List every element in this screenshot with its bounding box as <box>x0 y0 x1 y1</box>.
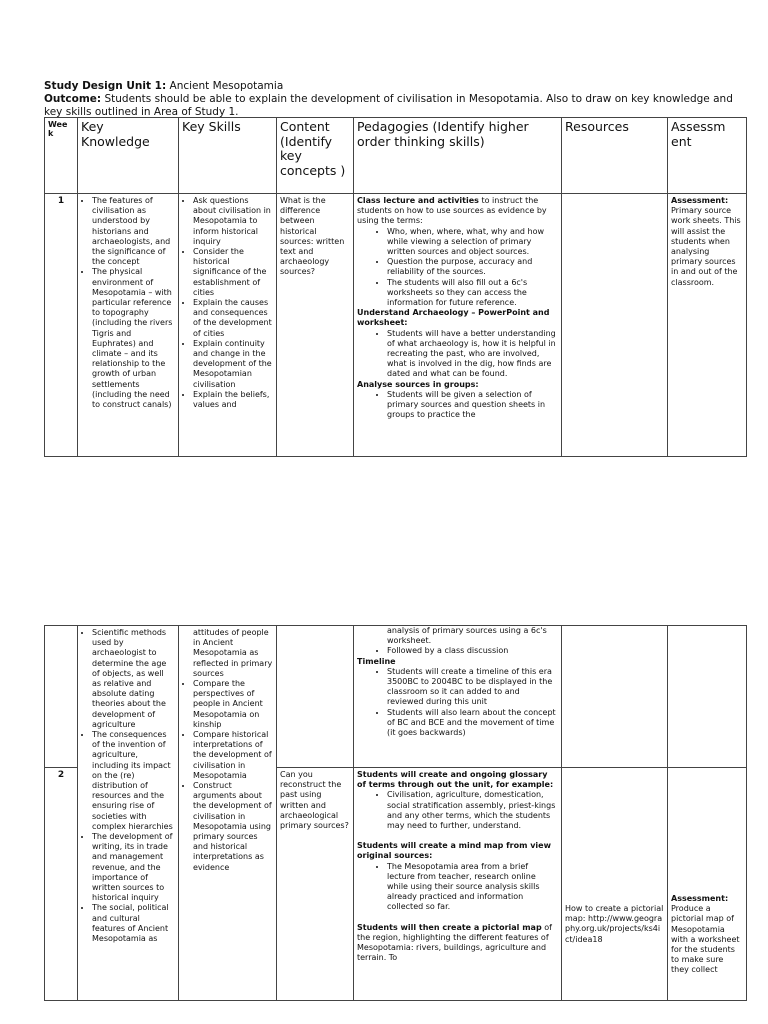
content-cell: Can you reconstruct the past using written and archaeological primary sources? <box>277 768 354 1001</box>
key-knowledge-cell-continued <box>78 626 179 1001</box>
timeline-heading: Timeline <box>357 656 396 666</box>
resources-cell <box>562 768 668 1001</box>
col-content-header: Content (Identify key concepts ) <box>277 118 354 194</box>
week-number: 2 <box>45 768 78 1001</box>
study-design-value: Ancient Mesopotamia <box>169 80 284 92</box>
list-item: • The physical environment of Mesopotamia – with particular reference to topography (including the rivers Tigris and Euphrates) and climate – and its relationship to the growth of urban settlements (including the need to construct canals) <box>92 267 175 410</box>
outcome-label: Outcome: <box>44 93 102 105</box>
list-item: • Compare the perspectives of people in Ancient Mesopotamia on kinship <box>193 679 273 730</box>
list-item: • The Mesopotamia area from a brief lecture from teacher, research online while using their source analysis skills already practiced and information collected so far. <box>387 862 558 913</box>
list-item: • Students will be given a selection of primary sources and question sheets in groups to practice the <box>387 390 558 421</box>
key-knowledge-cell <box>78 194 179 457</box>
analyse-groups-heading: Analyse sources in groups: <box>357 379 479 389</box>
key-skills-lead: attitudes of people in Ancient Mesopotamia as reflected in primary sources <box>193 628 273 678</box>
study-design-line <box>44 80 734 93</box>
list-item: • Explain the causes and consequences of the development of cities <box>193 298 273 339</box>
mind-map-heading: Students will create a mind map from view original sources: <box>357 841 551 861</box>
list-item: • The development of writing, its in trade and management revenue, and the importance of written sources to historical inquiry <box>92 832 175 903</box>
analysis-lead: analysis of primary sources using a 6c's worksheet. <box>387 626 547 646</box>
outcome-line <box>44 93 734 119</box>
list-item: • Question the purpose, accuracy and reliability of the sources. <box>387 257 558 277</box>
pictorial-map-text: of the region, highlighting the different features of Mesopotamia: rivers, buildings, agriculture and terrain. To <box>357 922 552 963</box>
pedagogies-cell <box>354 768 562 1001</box>
unit-plan-table-page2 <box>44 625 747 1001</box>
archaeology-heading: Understand Archaeology – PowerPoint and worksheet: <box>357 308 550 328</box>
week-number-empty <box>45 626 78 768</box>
col-key-skills-header: Key Skills <box>179 118 277 194</box>
week-1-row <box>45 194 747 457</box>
assessment-text: Produce a pictorial map of Mesopotamia with a worksheet for the students to make sure they collect <box>671 904 740 975</box>
list-item: • Who, when, where, what, why and how while viewing a selection of primary written sources and object sources. <box>387 227 558 258</box>
resources-cell-empty <box>562 626 668 768</box>
pedagogies-cell <box>354 194 562 457</box>
content-cell: What is the difference between historical sources: written text and archaeology sources? <box>277 194 354 457</box>
content-cell-empty <box>277 626 354 768</box>
pedagogies-cell-continued <box>354 626 562 768</box>
assessment-cell <box>668 194 747 457</box>
list-item: • Construct arguments about the development of civilisation in Mesopotamia using primary sources and historical interpretations as evidence <box>193 781 273 873</box>
resources-cell <box>562 194 668 457</box>
outcome-value: Students should be able to explain the development of civilisation in Mesopotamia. Also to draw on key knowledge and key skills outlined in Area of Study 1. <box>44 93 733 118</box>
list-item: • Consider the historical significance of the establishment of cities <box>193 247 273 298</box>
class-lecture-heading: Class lecture and activities <box>357 196 479 205</box>
col-week-header: Wee k <box>45 118 78 194</box>
list-item: • Civilisation, agriculture, domestication, social stratification assembly, priest-kings and any other terms, which the students may need to further, understand. <box>387 790 558 831</box>
col-key-knowledge-header: Key Knowledge <box>78 118 179 194</box>
list-item: • Scientific methods used by archaeologist to determine the age of objects, as well as relative and absolute dating theories about the development of agriculture <box>92 628 175 730</box>
list-item: • Students will create a timeline of this era 3500BC to 2004BC to be displayed in the classroom so it can added to and reviewed during this unit <box>387 667 558 708</box>
study-design-label: Study Design Unit 1: <box>44 80 167 92</box>
list-item: • Compare historical interpretations of the development of civilisation in Mesopotamia <box>193 730 273 781</box>
week-1-continued-row <box>45 626 747 768</box>
col-assessment-header: Assessm ent <box>668 118 747 194</box>
assessment-cell-empty <box>668 626 747 768</box>
list-item: • Explain continuity and change in the development of the Mesopotamian civilisation <box>193 339 273 390</box>
list-item: • Followed by a class discussion <box>387 646 558 656</box>
list-item: • The social, political and cultural features of Ancient Mesopotamia as <box>92 903 175 944</box>
list-item: • The features of civilisation as understood by historians and archaeologists, and the significance of the concept <box>92 196 175 267</box>
class-lecture-text: to instruct the students on how to use sources as evidence by using the terms: <box>357 196 547 226</box>
assessment-label: Assessment: <box>671 894 729 903</box>
document-header <box>44 80 734 119</box>
list-item: • The consequences of the invention of agriculture, including its impact on the (re) distribution of resources and the ensuring rise of societies with complex hierarchies <box>92 730 175 832</box>
list-item: • Students will have a better understanding of what archaeology is, how it is helpful in recreating the past, who are involved, what is involved in the dig, how finds are dated and what can be found. <box>387 329 558 380</box>
list-item: • Ask questions about civilisation in Mesopotamia to inform historical inquiry <box>193 196 273 247</box>
header-row <box>45 118 747 194</box>
col-resources-header: Resources <box>562 118 668 194</box>
list-item: • Explain the beliefs, values and <box>193 390 273 410</box>
list-item: • Students will also learn about the concept of BC and BCE and the movement of time (it goes backwards) <box>387 708 558 739</box>
key-skills-cell <box>179 194 277 457</box>
assessment-label: Assessment: <box>671 196 729 205</box>
assessment-cell <box>668 768 747 1001</box>
unit-plan-table-page1 <box>44 117 747 457</box>
pictorial-map-heading: Students will then create a pictorial map <box>357 922 542 932</box>
week-number: 1 <box>45 194 78 457</box>
glossary-heading: Students will create and ongoing glossary of terms through out the unit, for example: <box>357 770 554 790</box>
key-skills-cell-continued <box>179 626 277 1001</box>
col-pedagogies-header: Pedagogies (Identify higher order thinking skills) <box>354 118 562 194</box>
assessment-text: Primary source work sheets. This will assist the students when analysing primary sources in and out of the classroom. <box>671 206 741 287</box>
list-item: • The students will also fill out a 6c's worksheets so they can access the information for future reference. <box>387 278 558 309</box>
resource-link[interactable]: How to create a pictorial map: http://www.geography.org.uk/projects/ks4ict/idea18 <box>565 904 664 944</box>
